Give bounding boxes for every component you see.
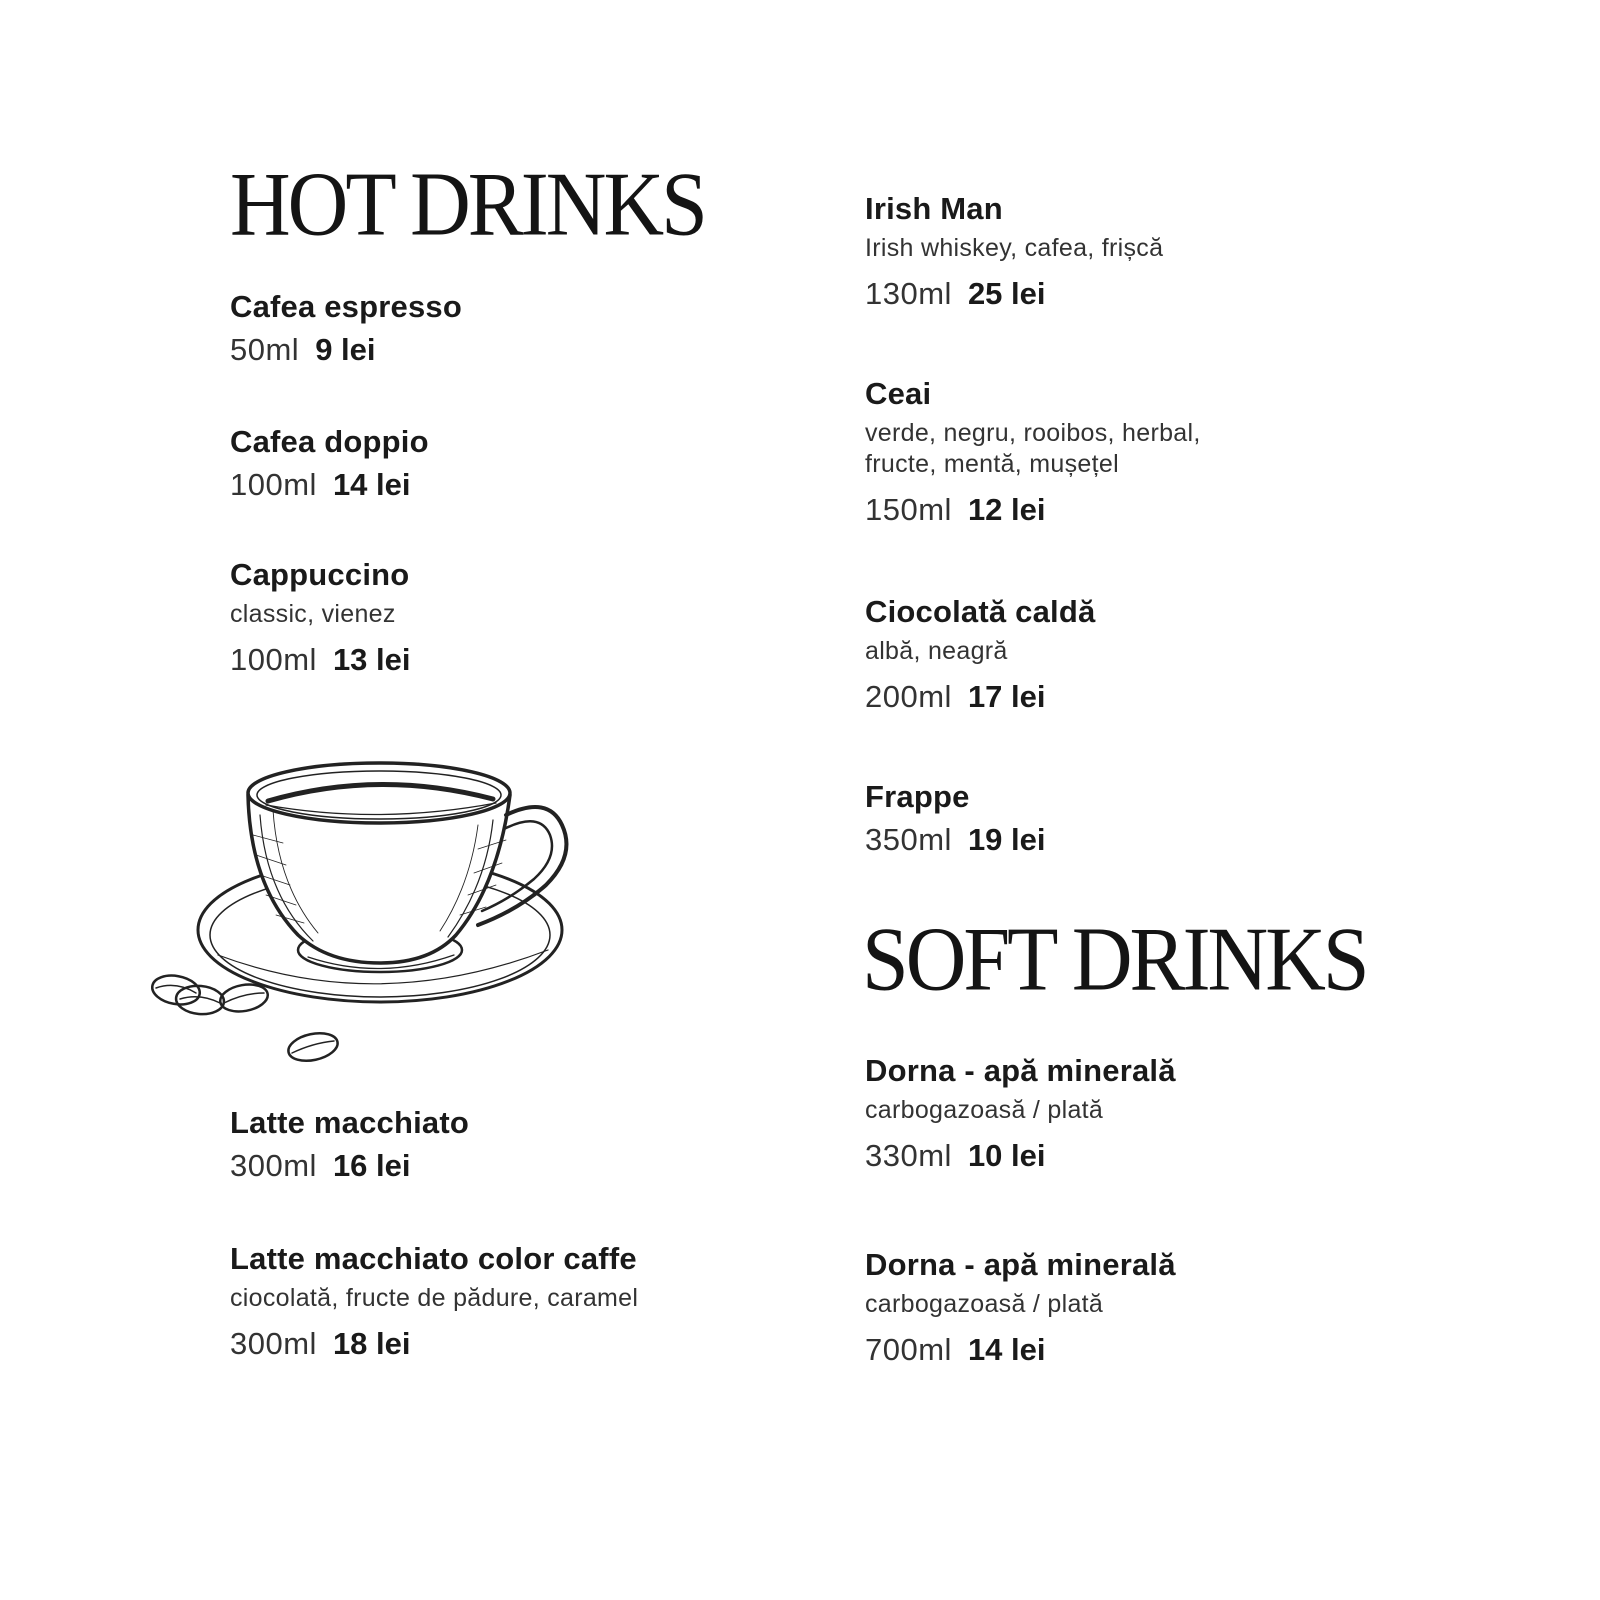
item-name: Latte macchiato <box>230 1105 470 1140</box>
menu-item <box>865 1245 1425 1370</box>
item-volume: 700ml <box>865 1332 952 1367</box>
item-price: 14 lei <box>967 1332 1046 1367</box>
menu-item <box>230 422 790 505</box>
item-price-row <box>865 820 1425 860</box>
item-price: 10 lei <box>967 1138 1046 1173</box>
item-description: classic, vienez <box>230 600 396 628</box>
item-description: albă, neagră <box>865 637 1008 665</box>
soft-drinks-title: SOFT DRINKS <box>862 909 1367 1011</box>
item-volume: 130ml <box>865 276 952 311</box>
item-price-row <box>230 465 790 505</box>
menu-item <box>230 1103 790 1186</box>
menu-item <box>865 189 1425 314</box>
menu-item <box>865 374 1425 530</box>
item-description-line: fructe, mentă, mușețel <box>865 450 1119 478</box>
menu-item <box>865 1051 1425 1176</box>
item-description-line: verde, negru, rooibos, herbal, <box>865 419 1201 447</box>
hot-drinks-title: HOT DRINKS <box>230 154 705 256</box>
item-name: Ciocolată caldă <box>865 594 1096 629</box>
item-name: Cafea espresso <box>230 289 462 324</box>
item-price: 18 lei <box>332 1326 411 1361</box>
item-volume: 330ml <box>865 1138 952 1173</box>
item-price-row <box>230 1324 790 1364</box>
item-price: 25 lei <box>967 276 1046 311</box>
item-name: Irish Man <box>865 191 1003 226</box>
item-volume: 350ml <box>865 822 952 857</box>
item-description: Irish whiskey, cafea, frișcă <box>865 234 1164 262</box>
item-description: carbogazoasă / plată <box>865 1290 1104 1318</box>
item-name: Cappuccino <box>230 557 410 592</box>
item-description <box>865 418 1425 480</box>
menu-item <box>230 287 790 370</box>
menu-item <box>230 1239 790 1364</box>
item-price: 9 lei <box>315 332 376 367</box>
item-name: Dorna - apă minerală <box>865 1247 1176 1282</box>
item-price-row <box>230 1146 790 1186</box>
item-price-row <box>865 1136 1425 1176</box>
item-price: 16 lei <box>332 1148 411 1183</box>
item-volume: 150ml <box>865 492 952 527</box>
item-description: ciocolată, fructe de pădure, caramel <box>230 1284 639 1312</box>
item-price-row <box>865 677 1425 717</box>
item-price: 12 lei <box>967 492 1046 527</box>
item-volume: 50ml <box>230 332 300 367</box>
item-price-row <box>230 640 790 680</box>
item-price: 14 lei <box>332 467 411 502</box>
item-price: 17 lei <box>967 679 1046 714</box>
item-price-row <box>865 490 1425 530</box>
item-description: carbogazoasă / plată <box>865 1096 1104 1124</box>
coffee-cup-icon <box>148 745 588 1090</box>
item-price-row <box>865 1330 1425 1370</box>
item-name: Frappe <box>865 779 970 814</box>
item-price: 13 lei <box>332 642 411 677</box>
item-name: Latte macchiato color caffe <box>230 1241 637 1276</box>
menu-item <box>865 592 1425 717</box>
item-volume: 300ml <box>230 1148 317 1183</box>
item-price-row <box>230 330 790 370</box>
menu-item <box>230 555 790 680</box>
item-volume: 100ml <box>230 467 317 502</box>
item-price: 19 lei <box>967 822 1046 857</box>
item-name: Dorna - apă minerală <box>865 1053 1176 1088</box>
item-volume: 200ml <box>865 679 952 714</box>
item-name: Ceai <box>865 376 932 411</box>
item-price-row <box>865 274 1425 314</box>
menu-item <box>865 777 1425 860</box>
item-volume: 100ml <box>230 642 317 677</box>
item-name: Cafea doppio <box>230 424 429 459</box>
item-volume: 300ml <box>230 1326 317 1361</box>
